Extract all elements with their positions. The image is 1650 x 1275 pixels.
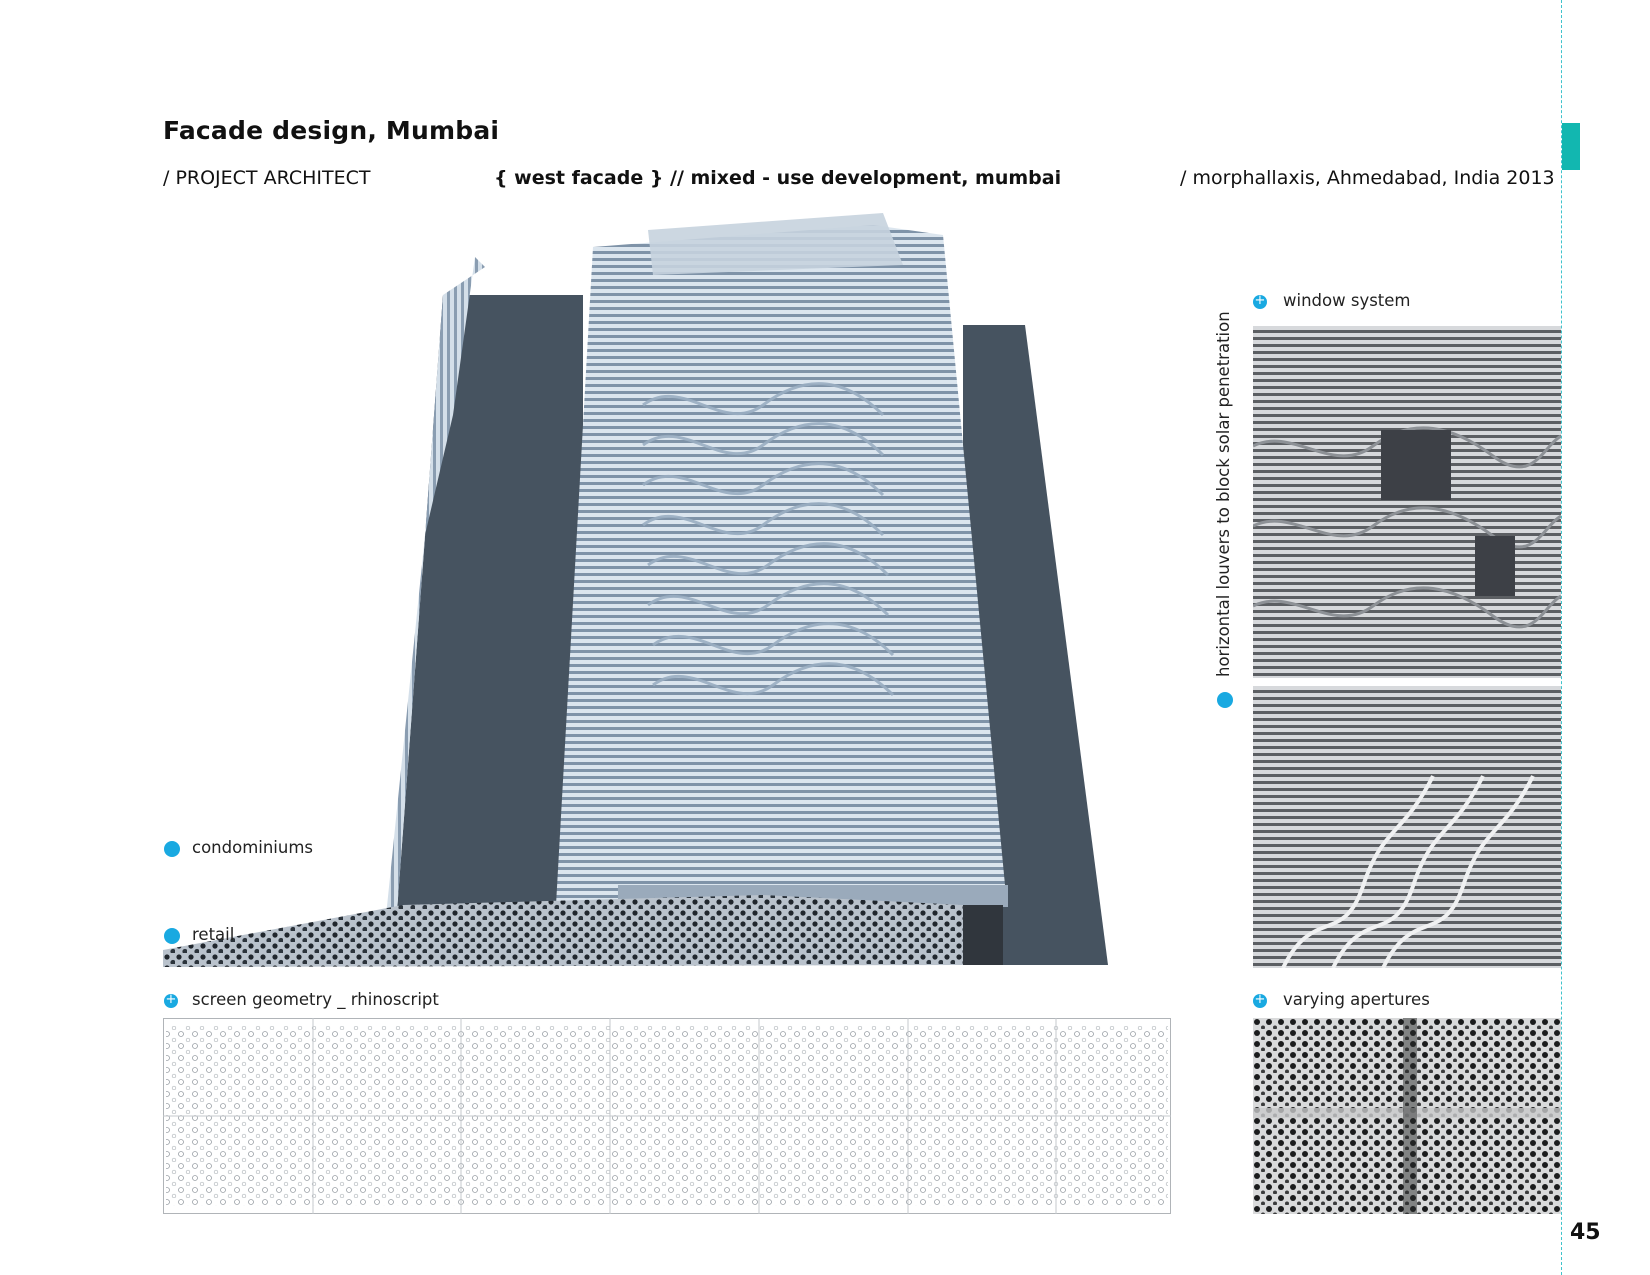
window-system-image [1253, 326, 1561, 678]
varying-apertures-image [1253, 1018, 1561, 1214]
page-title: Facade design, Mumbai [163, 116, 500, 145]
condominiums-label: condominiums [192, 838, 314, 857]
plus-icon[interactable] [164, 994, 178, 1008]
building-render [163, 205, 1175, 967]
louvers-bullet-icon [1217, 692, 1233, 708]
firm-text: / morphallaxis, Ahmedabad, India 2013 [1180, 167, 1555, 189]
screen-geometry-drawing [163, 1018, 1171, 1214]
retail-bullet-icon [164, 928, 180, 944]
role-text: / PROJECT ARCHITECT [163, 167, 371, 189]
margin-guide-line [1561, 0, 1562, 1275]
louvers-vertical-label: horizontal louvers to block solar penetration [1214, 311, 1233, 677]
screen-geometry-label: screen geometry _ rhinoscript [192, 990, 439, 1009]
plus-icon[interactable] [1253, 295, 1267, 309]
retail-label: retail [192, 925, 235, 944]
project-text: { west facade } // mixed - use development, mumbai [494, 167, 1062, 189]
window-system-label: window system [1283, 291, 1411, 310]
varying-apertures-label: varying apertures [1283, 990, 1430, 1009]
plus-icon[interactable] [1253, 994, 1267, 1008]
page-number: 45 [1570, 1220, 1601, 1245]
section-tab [1562, 123, 1580, 170]
louver-detail-image [1253, 686, 1561, 968]
condominiums-bullet-icon [164, 841, 180, 857]
